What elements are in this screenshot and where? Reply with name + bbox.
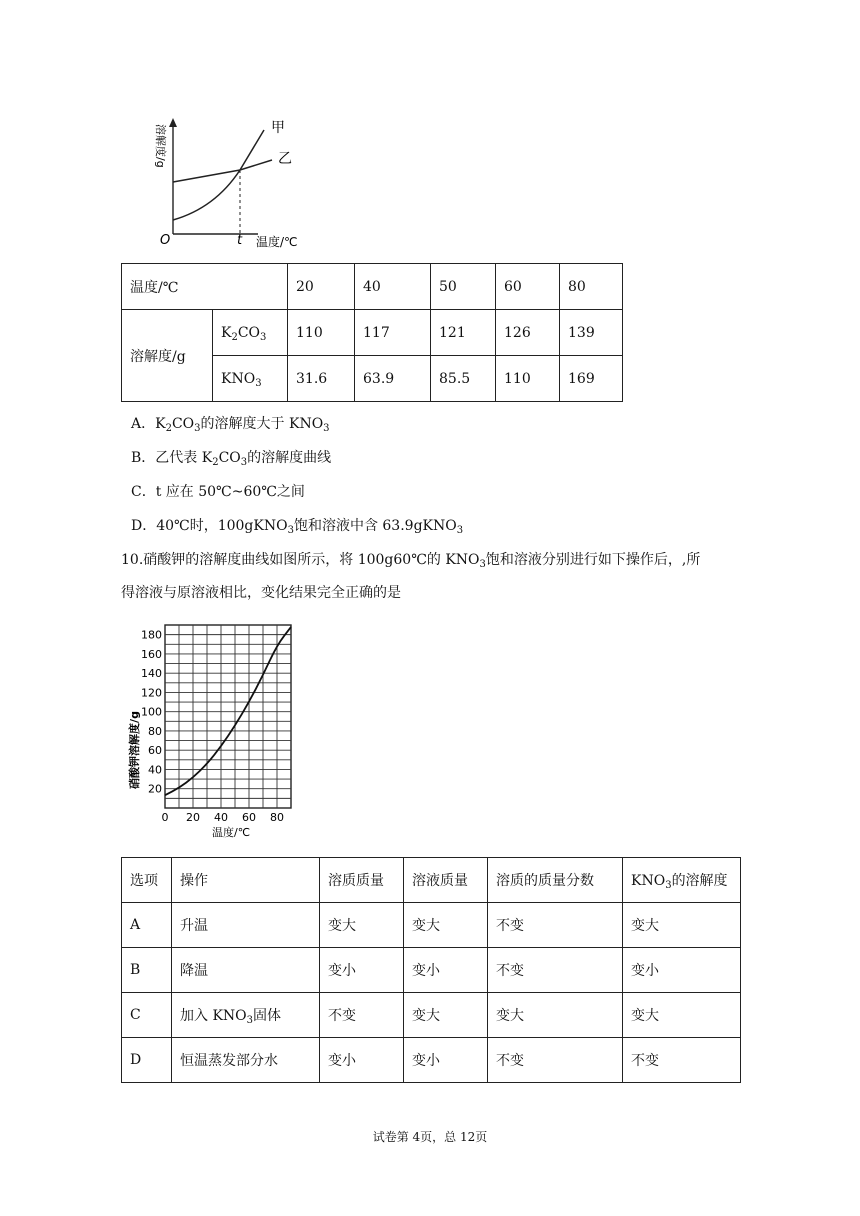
value-cell: 85.5 [431,356,496,402]
value-cell: 31.6 [288,356,355,402]
y-tick-label: 20 [148,782,162,796]
option-cell: D [122,1038,172,1083]
result-cell: 变大 [623,993,741,1038]
temp-cell: 20 [288,264,355,310]
option-d: D．40℃时，100gKNO$_3$饱和溶液中含 63.9gKNO$_3$ [131,518,464,536]
temp-cell: 80 [560,264,623,310]
y-tick-label: 140 [141,667,162,681]
result-cell: 不变 [320,993,404,1038]
x-tick-label: 20 [186,811,200,824]
result-cell: 不变 [623,1038,741,1083]
value-cell: 139 [560,310,623,356]
table-row [122,948,741,993]
result-cell: 不变 [488,903,623,948]
value-cell: 169 [560,356,623,402]
curve-jia-label: 甲 [271,120,285,136]
operation-cell: 升温 [172,903,320,948]
temp-cell: 60 [496,264,560,310]
result-cell: 变大 [488,993,623,1038]
chart-x-label: 温度/℃ [212,826,251,839]
header-cell: 选项 [122,858,172,903]
value-cell: 126 [496,310,560,356]
operations-table [121,857,741,1083]
table-row [122,1038,741,1083]
option-cell: B [122,948,172,993]
result-cell: 不变 [488,948,623,993]
solubility-table [121,263,623,402]
temp-cell: 50 [431,264,496,310]
chart-frame [165,625,291,808]
table-row [122,858,741,903]
curve-yi-label: 乙 [278,151,292,167]
option-b: B．乙代表 $K_2CO_3$的溶解度曲线 [131,450,332,468]
operation-cell: 加入 $KNO_3$固体 [172,993,320,1038]
value-cell: 117 [355,310,431,356]
header-cell: 溶液质量 [404,858,488,903]
y-tick-label: 120 [141,686,162,700]
result-cell: 变大 [623,903,741,948]
solubility-sketch-figure [140,112,315,252]
temp-cell: 40 [355,264,431,310]
y-tick-label: 180 [141,628,162,642]
y-tick-label: 80 [148,724,162,738]
kno3-solubility-chart [128,618,298,843]
x-tick-label: 80 [270,811,284,824]
temp-header-cell: 温度/℃ [122,264,288,310]
value-cell: 110 [496,356,560,402]
chart-y-ticks [141,629,162,796]
value-cell: 121 [431,310,496,356]
result-cell: 变大 [404,903,488,948]
result-cell: 变小 [320,948,404,993]
kno3-solubility-curve [165,627,291,795]
origin-label: O [160,233,171,248]
result-cell: 变小 [320,1038,404,1083]
header-cell: 溶质质量 [320,858,404,903]
curve-jia [173,130,264,220]
table-row [122,993,741,1038]
page-footer: 试卷第 4页，总 12页 [372,1130,488,1144]
value-cell: 63.9 [355,356,431,402]
table-row [122,264,623,310]
y-tick-label: 160 [141,647,162,661]
substance-cell: $KNO_3$ [213,356,288,402]
option-c: C．t 应在 50℃~60℃之间 [131,484,305,500]
header-cell: 操作 [172,858,320,903]
result-cell: 不变 [488,1038,623,1083]
sketch-y-label: 溶解度/g [154,124,167,168]
header-cell: $KNO_3$的溶解度 [623,858,741,903]
option-a: A．$K_2CO_3$的溶解度大于 $KNO_3$ [131,416,330,434]
result-cell: 变大 [320,903,404,948]
question-10-line2: 得溶液与原溶液相比，变化结果完全正确的是 [121,585,401,601]
x-tick-label: 60 [242,811,256,824]
result-cell: 变大 [404,993,488,1038]
result-cell: 变小 [404,1038,488,1083]
option-cell: C [122,993,172,1038]
y-tick-label: 100 [141,705,162,719]
option-cell: A [122,903,172,948]
header-cell: 溶质的质量分数 [488,858,623,903]
sketch-x-label: 温度/℃ [256,235,298,249]
operation-cell: 恒温蒸发部分水 [172,1038,320,1083]
substance-cell: $K_2CO_3$ [213,310,288,356]
sketch-y-arrow-icon [169,118,177,127]
curve-yi [173,160,272,182]
value-cell: 110 [288,310,355,356]
result-cell: 变小 [404,948,488,993]
x-tick-label: 0 [161,811,169,824]
t-label: t [237,233,243,248]
chart-x-ticks [162,811,285,824]
table-row [122,903,741,948]
question-10-line1: 10.硝酸钾的溶解度曲线如图所示，将 100g60℃的 $KNO_3$饱和溶液分别进行如下操作后，,所 [121,552,701,570]
result-cell: 变小 [623,948,741,993]
y-tick-label: 40 [148,763,162,777]
y-tick-label: 60 [148,744,162,758]
x-tick-label: 40 [214,811,228,824]
solubility-header-cell: 溶解度/g [122,310,213,402]
table-row [122,310,623,356]
operation-cell: 降温 [172,948,320,993]
chart-y-label: 硝酸钾溶解度/g [128,711,141,789]
chart-series-layer [165,627,291,795]
chart-grid [165,625,291,808]
